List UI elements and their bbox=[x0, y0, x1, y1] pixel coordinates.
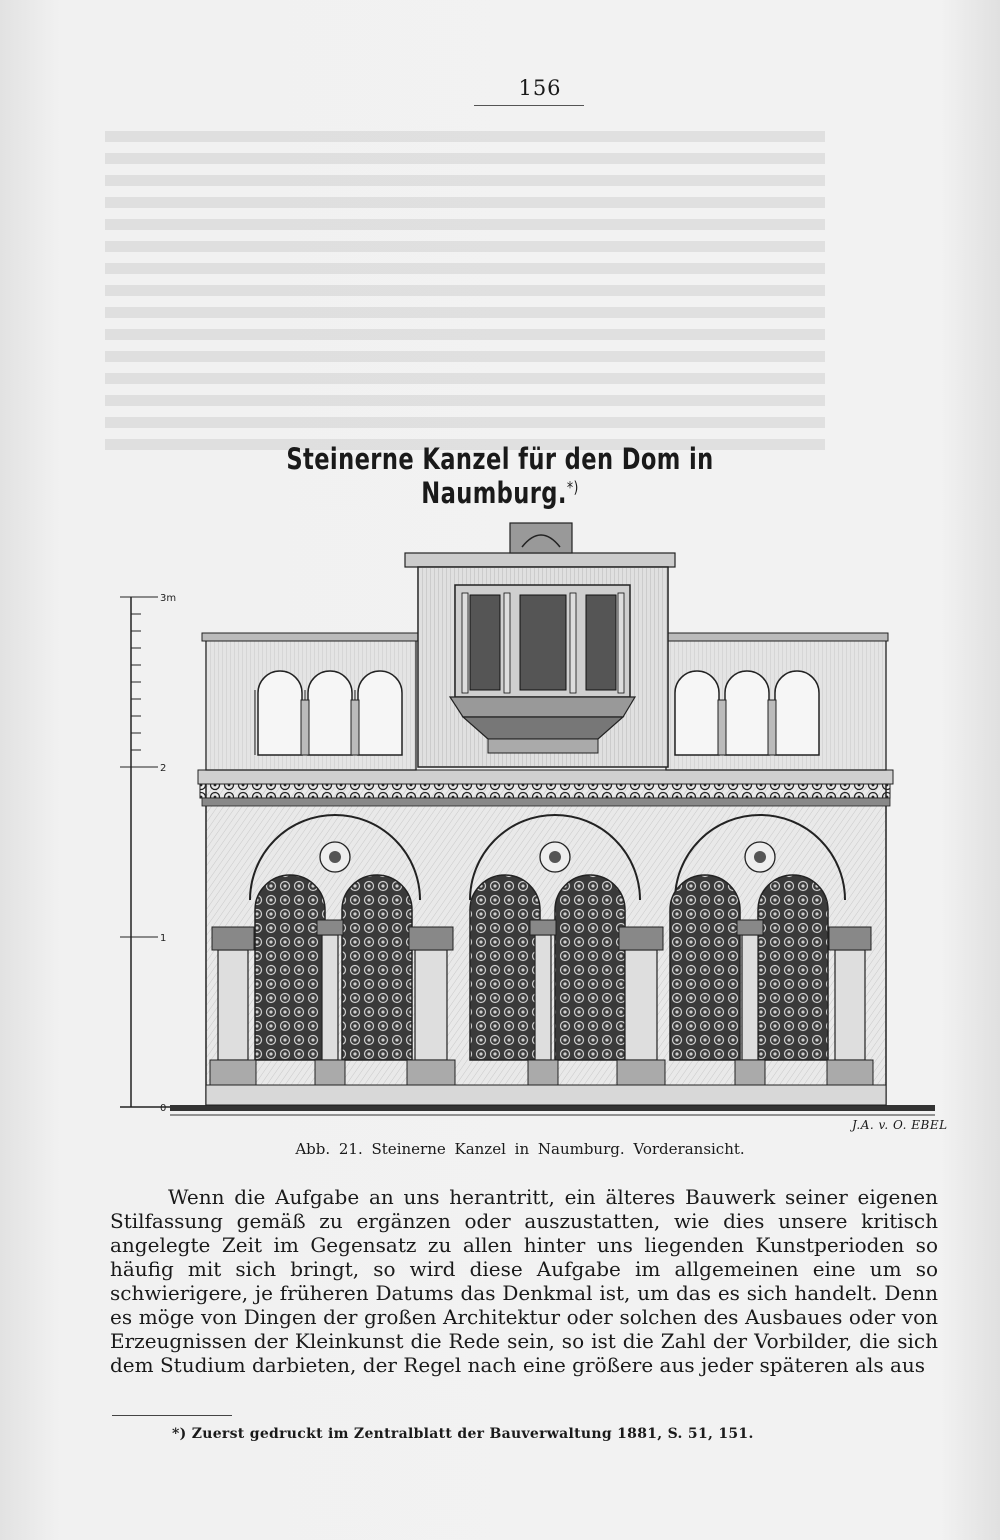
body-paragraph bbox=[110, 1185, 938, 1377]
pulpit-elevation-drawing bbox=[110, 515, 940, 1135]
page-number-rule bbox=[474, 105, 584, 106]
pulpit-box bbox=[405, 523, 675, 767]
scale-label-0: 0 bbox=[160, 1103, 167, 1114]
scale-label-2: 2 bbox=[160, 763, 167, 774]
scale-label-1: 1 bbox=[160, 933, 167, 944]
scale-bar bbox=[120, 593, 176, 1114]
page-number: 156 bbox=[518, 76, 562, 100]
footnote: *) Zuerst gedruckt im Zentralblatt der Bauverwaltung 1881, S. 51, 151. bbox=[172, 1426, 754, 1442]
footnote-marker: *) bbox=[566, 477, 579, 497]
engraver-signature: J.A. v. O. EBEL bbox=[852, 1118, 948, 1132]
footnote-rule bbox=[112, 1415, 232, 1416]
figure-title bbox=[227, 442, 773, 510]
scale-label-3m: 3m bbox=[160, 593, 177, 604]
pulpit-illustration bbox=[110, 515, 940, 1135]
body-paragraph-text: Wenn die Aufgabe an uns herantritt, ein älteres Bauwerk seiner eigenen Stilfassung gemäß zu ergänzen oder auszustatten, wie dies unsere kritisch angelegte Zeit im Gegensatz zu allen hinter uns liegenden Kunstperioden so häufig mit sich bringt, so wird diese Aufgabe im allgemeinen eine um so schwierigere, je früheren Datums das Denkmal ist, um das es sich handelt. Denn es möge von Dingen der großen Architektur oder solchen des Ausbaues oder von Erzeugnissen der Kleinkunst die Rede sein, so ist die Zahl der Vorbilder, die sich dem Studium darbieten, der Regel nach eine größere aus jeder späteren als aus bbox=[110, 1185, 938, 1377]
figure-caption: Abb. 21. Steinerne Kanzel in Naumburg. Vorderansicht. bbox=[295, 1140, 745, 1158]
ground-line bbox=[170, 1105, 935, 1115]
figure-title-text: Steinerne Kanzel für den Dom in Naumburg. bbox=[286, 442, 714, 510]
